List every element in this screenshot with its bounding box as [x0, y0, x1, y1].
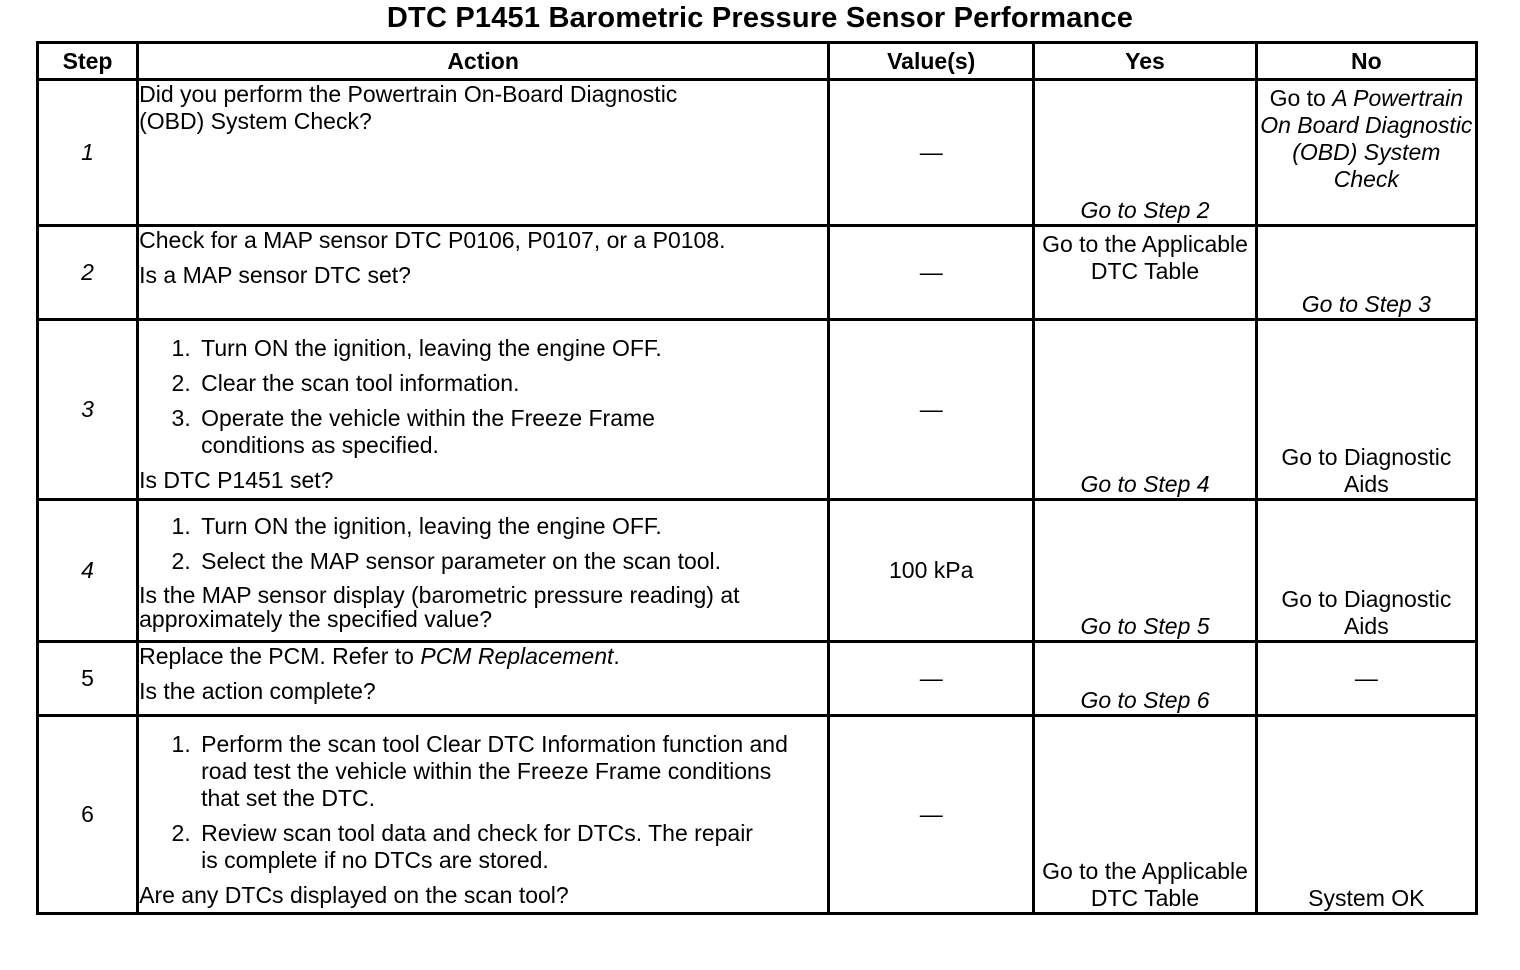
- header-no: No: [1256, 43, 1476, 80]
- action-steps: [139, 335, 827, 459]
- yes-link[interactable]: Go to Step 5: [1034, 500, 1256, 642]
- yes-link[interactable]: Go to Step 2: [1034, 80, 1256, 226]
- table-row: [38, 320, 1477, 500]
- no-cell: —: [1256, 642, 1476, 716]
- action-steps: [139, 731, 827, 874]
- no-prefix: Go to: [1269, 85, 1333, 111]
- action-step: 1. Perform the scan tool Clear DTC Information function and road test the vehicle within the Freeze Frame conditions that set the DTC.: [197, 731, 806, 812]
- action-line: Check for a MAP sensor DTC P0106, P0107, or a P0108.: [139, 227, 726, 253]
- action-step: 2. Select the MAP sensor parameter on the scan tool.: [197, 548, 827, 575]
- action-cell: [138, 642, 829, 716]
- value-cell: —: [829, 80, 1034, 226]
- step-number: 6: [38, 716, 138, 914]
- action-question: Did you perform the Powertrain On-Board Diagnostic (OBD) System Check?: [139, 81, 678, 134]
- step-number: 3: [38, 320, 138, 500]
- action-step: 2. Review scan tool data and check for DTCs. The repair is complete if no DTCs are stored.: [197, 820, 761, 874]
- action-step: 3. Operate the vehicle within the Freeze Frame conditions as specified.: [197, 405, 721, 459]
- page-title: DTC P1451 Barometric Pressure Sensor Performance: [386, 2, 1134, 34]
- table-row: [38, 80, 1477, 226]
- action-cell: [138, 716, 829, 914]
- no-link[interactable]: Go to Diagnostic Aids: [1256, 500, 1476, 642]
- header-step: Step: [38, 43, 138, 80]
- action-question: Is the action complete?: [139, 678, 376, 704]
- table-row: [38, 642, 1477, 716]
- header-values: Value(s): [829, 43, 1034, 80]
- yes-link[interactable]: Go to the Applicable DTC Table: [1034, 716, 1256, 914]
- yes-link[interactable]: Go to Step 4: [1034, 320, 1256, 500]
- action-step: 1. Turn ON the ignition, leaving the engine OFF.: [197, 335, 827, 362]
- value-cell: —: [829, 716, 1034, 914]
- action-step: 1. Turn ON the ignition, leaving the engine OFF.: [197, 513, 827, 540]
- table-row: [38, 226, 1477, 320]
- header-yes: Yes: [1034, 43, 1256, 80]
- action-line-prefix: Replace the PCM. Refer to: [139, 643, 421, 669]
- action-cell: [138, 80, 829, 226]
- header-row: [38, 43, 1477, 80]
- action-step: 2. Clear the scan tool information.: [197, 370, 827, 397]
- action-line: [139, 643, 827, 670]
- value-cell: 100 kPa: [829, 500, 1034, 642]
- action-question: Are any DTCs displayed on the scan tool?: [139, 882, 569, 908]
- yes-link[interactable]: Go to Step 6: [1034, 642, 1256, 716]
- table-row: [38, 716, 1477, 914]
- step-number: 1: [38, 80, 138, 226]
- action-cell: [138, 226, 829, 320]
- action-question: Is DTC P1451 set?: [139, 467, 334, 493]
- action-cell: [138, 320, 829, 500]
- yes-link[interactable]: Go to the Applicable DTC Table: [1034, 226, 1256, 320]
- pcm-replacement-link[interactable]: PCM Replacement: [420, 643, 614, 669]
- step-number: 2: [38, 226, 138, 320]
- step-number: 4: [38, 500, 138, 642]
- no-link[interactable]: Go to Diagnostic Aids: [1256, 320, 1476, 500]
- value-cell: —: [829, 320, 1034, 500]
- no-cell: System OK: [1256, 716, 1476, 914]
- header-action: Action: [138, 43, 829, 80]
- value-cell: —: [829, 226, 1034, 320]
- action-question: Is the MAP sensor display (barometric pressure reading) at approximately the specified value?: [139, 582, 740, 632]
- action-line-suffix: .: [613, 643, 620, 669]
- action-steps: [139, 513, 827, 575]
- no-link[interactable]: A Powertrain On Board Diagnostic (OBD) System Check: [1260, 85, 1473, 192]
- no-cell: [1256, 80, 1476, 226]
- no-link[interactable]: Go to Step 3: [1256, 226, 1476, 320]
- action-question: Is a MAP sensor DTC set?: [139, 262, 411, 288]
- value-cell: —: [829, 642, 1034, 716]
- diagnostic-table: [36, 41, 1478, 915]
- action-cell: [138, 500, 829, 642]
- step-number: 5: [38, 642, 138, 716]
- table-row: [38, 500, 1477, 642]
